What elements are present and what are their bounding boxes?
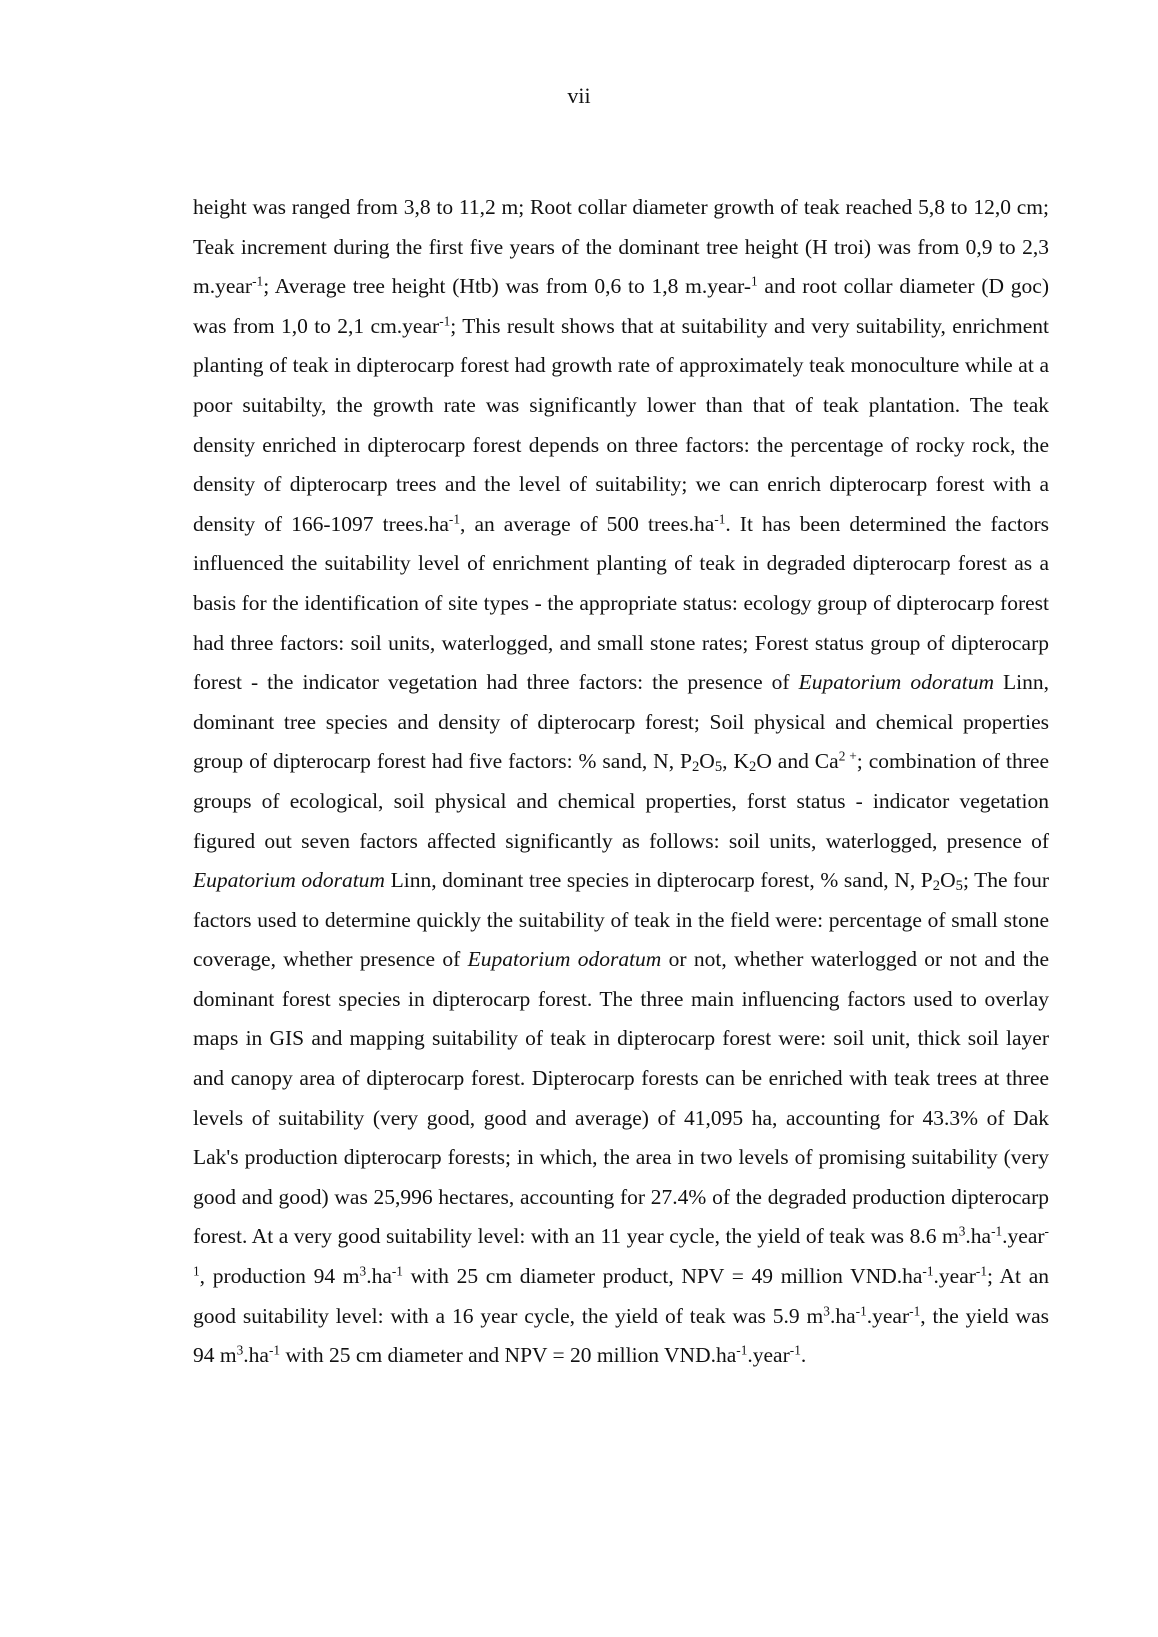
subscript: 2 bbox=[749, 759, 757, 776]
text-run: and root collar diameter (D goc) was from 1,0 to 2,1 cm.year bbox=[193, 274, 1049, 338]
text-run: , an average of 500 trees.ha bbox=[460, 511, 715, 536]
superscript: -1 bbox=[975, 1263, 988, 1279]
superscript: 3 bbox=[958, 1224, 966, 1240]
text-run: O and Ca bbox=[756, 749, 839, 774]
superscript: -1 bbox=[855, 1303, 867, 1319]
text-run: , the yield was 94 m bbox=[193, 1303, 1049, 1368]
text-run: Linn, dominant tree species in dipterocarp forest, % sand, N, P bbox=[384, 868, 933, 893]
text-run: O bbox=[699, 749, 715, 774]
text-run: .year bbox=[933, 1264, 976, 1289]
text-run: Linn, dominant tree species and density of dipterocarp forest; Soil physical and chemical properties group of dipterocarp forest had five factors: % sand, N, P bbox=[193, 670, 1050, 774]
superscript: 2 + bbox=[838, 748, 857, 764]
superscript: 3 bbox=[823, 1303, 830, 1319]
superscript: -1 bbox=[922, 1263, 934, 1279]
text-run: or not, whether waterlogged or not and the dominant forest species in dipterocarp forest. The three main influencing factors used to overlay maps in GIS and mapping suitability of teak in dipterocarp forest were: soil unit, thick soil layer and canopy area of dipterocarp forest. Dipterocarp forests can be enriched with teak trees at three levels of suitability (very good, good and average) of 41,095 ha, accounting for 43.3% of Dak Lak's production dipterocarp forests; in which, the area in two levels of promising suitability (very good and good) was 25,996 hectares, accounting for 27.4% of the degraded production dipterocarp forest. At a very good suitability level: with an 11 year cycle, the yield of teak was 8.6 m bbox=[193, 947, 1049, 1249]
text-run: .ha bbox=[965, 1224, 992, 1249]
text-run: .ha bbox=[366, 1264, 392, 1289]
superscript: -1 bbox=[909, 1303, 921, 1319]
text-run: . bbox=[800, 1343, 807, 1368]
text-run: with 25 cm diameter and NPV = 20 million VND.ha bbox=[280, 1343, 737, 1368]
superscript: -1 bbox=[714, 511, 726, 527]
text-run: ; At an good suitability level: with a 16 year cycle, the yield of teak was 5.9 m bbox=[193, 1264, 1049, 1328]
page-number: vii bbox=[567, 83, 591, 108]
text-run: ; This result shows that at suitability and very suitability, enrichment planting of teak in dipterocarp forest had growth rate of approximately teak monoculture while at a poor suitabilty, the growth rate was significantly lower than that of teak plantation. The teak density enriched in dipterocarp forest depends on three factors: the percentage of rocky rock, the density of dipterocarp trees and the level of suitability; we can enrich dipterocarp forest with a density of 166-1097 trees.ha bbox=[193, 313, 1049, 536]
text-run: ; combination of three groups of ecological, soil physical and chemical properties, forst status - indicator vegetation figured out seven factors affected significantly as follows: soil units, waterlogged, presence of bbox=[193, 749, 1050, 853]
text-run: .ha bbox=[829, 1303, 856, 1328]
superscript: -1 bbox=[789, 1342, 801, 1358]
superscript: -1 bbox=[391, 1263, 403, 1279]
species-name-italic: Eupatorium odoratum bbox=[798, 670, 994, 695]
superscript: -1 bbox=[991, 1224, 1003, 1240]
abstract-paragraph bbox=[193, 188, 1049, 1376]
text-run: O bbox=[940, 868, 956, 893]
text-run: . It has been determined the factors influenced the suitability level of enrichment planting of teak in degraded dipterocarp forest as a basis for the identification of site types - the appropriate status: ecology group of dipterocarp forest had three factors: soil units, waterlogged, and small stone rates; Forest status group of dipterocarp forest - the indicator vegetation had three factors: the presence of bbox=[193, 511, 1049, 695]
subscript: 5 bbox=[955, 878, 963, 895]
superscript: 3 bbox=[359, 1263, 367, 1279]
superscript: -1 bbox=[268, 1342, 281, 1358]
subscript: 5 bbox=[714, 759, 723, 776]
superscript: -1 bbox=[736, 1342, 748, 1358]
superscript: -1 bbox=[448, 511, 460, 527]
superscript: 3 bbox=[236, 1342, 244, 1358]
superscript: -1 bbox=[439, 313, 451, 329]
superscript: 1 bbox=[750, 273, 758, 289]
species-name-italic: Eupatorium odoratum bbox=[467, 947, 662, 972]
text-run: , production 94 m bbox=[199, 1264, 360, 1289]
superscript: -1 bbox=[252, 273, 264, 289]
text-run: height was ranged from 3,8 to 11,2 m; Root collar diameter growth of teak reached 5,8 to 12,0 cm; Teak increment during the first five years of the dominant tree height (H troi) was from 0,9 to 2,3 m.year bbox=[193, 195, 1049, 299]
subscript: 2 bbox=[932, 878, 941, 895]
text-run: .year bbox=[1002, 1224, 1045, 1249]
text-run: ; The four factors used to determine quickly the suitability of teak in the field were: percentage of small stone coverage, whether presence of bbox=[193, 868, 1050, 972]
text-run: .year bbox=[747, 1343, 790, 1368]
text-run: with 25 cm diameter product, NPV = 49 million VND.ha bbox=[402, 1264, 923, 1289]
subscript: 2 bbox=[691, 759, 700, 776]
text-run: , K bbox=[722, 749, 749, 774]
superscript: -1 bbox=[193, 1224, 1049, 1279]
text-run: .year bbox=[866, 1303, 910, 1328]
species-name-italic: Eupatorium odoratum bbox=[193, 868, 385, 893]
text-run: ; Average tree height (Htb) was from 0,6 to 1,8 m.year- bbox=[263, 274, 751, 299]
text-run: .ha bbox=[243, 1343, 269, 1368]
